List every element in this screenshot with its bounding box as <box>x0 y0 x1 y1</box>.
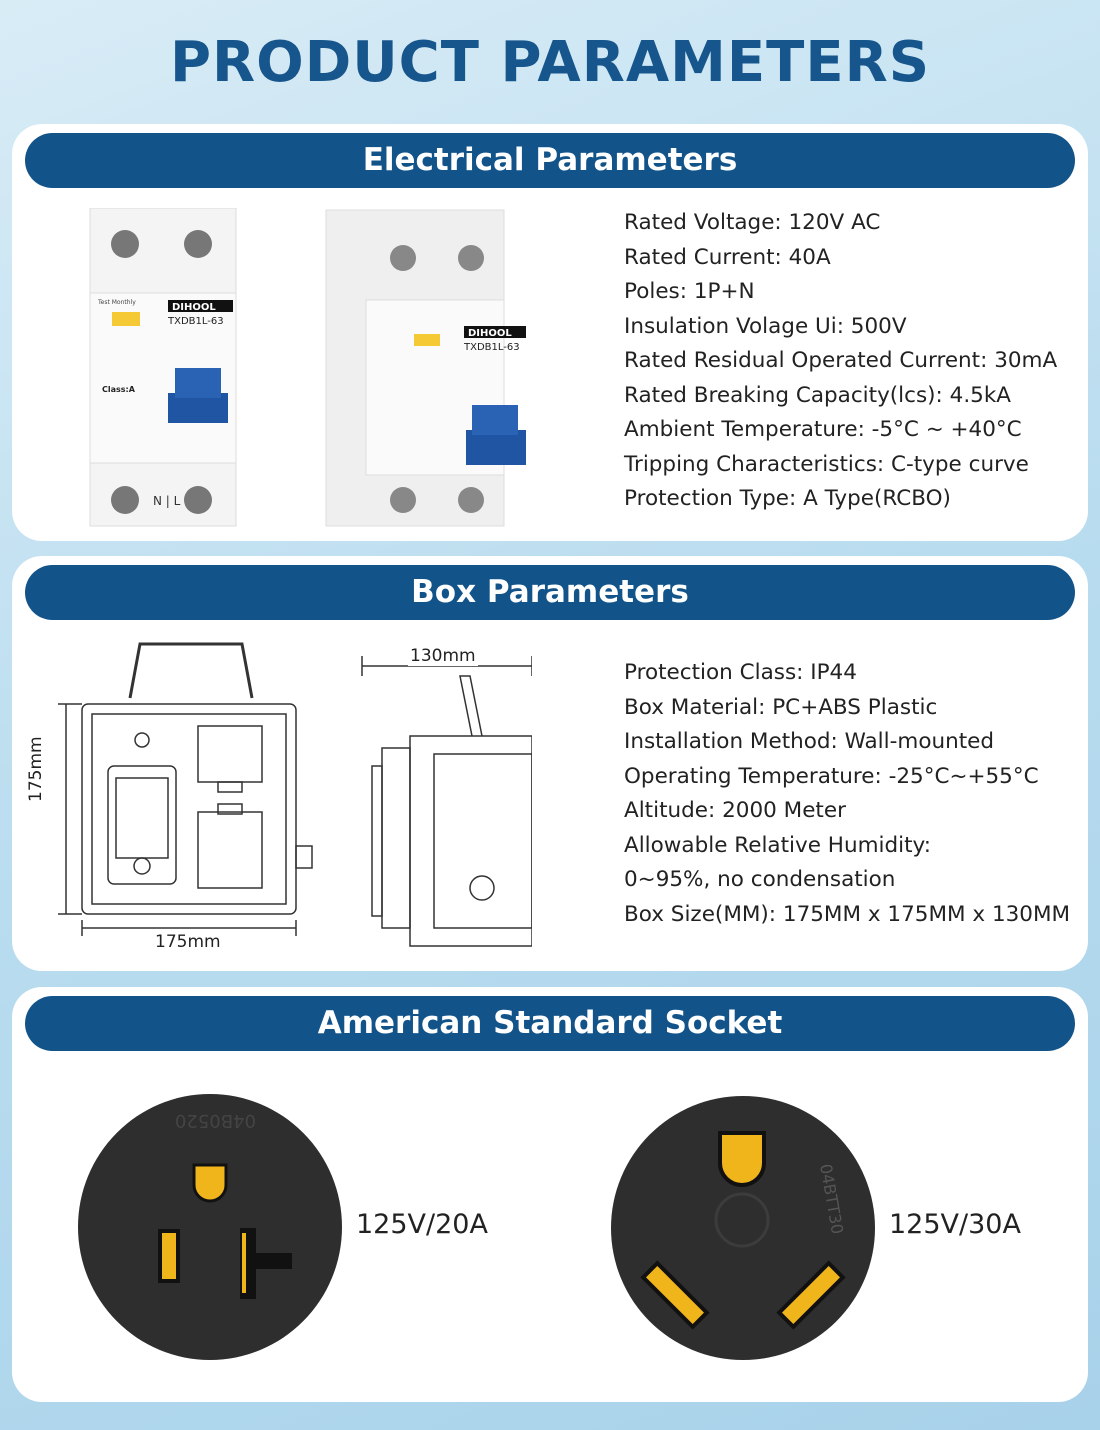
spec-item: Allowable Relative Humidity: <box>624 832 931 858</box>
spec-item: Rated Voltage: 120V AC <box>624 210 881 235</box>
spec-item: Box Material: PC+ABS Plastic <box>624 694 938 720</box>
box-heading: Box Parameters <box>25 565 1075 620</box>
box-drawings <box>42 636 532 956</box>
svg-text:TXDB1L-63: TXDB1L-63 <box>168 316 224 327</box>
spec-item: Protection Type: A Type(RCBO) <box>624 486 951 511</box>
svg-text:04B0520: 04B0520 <box>174 1110 256 1131</box>
svg-text:Class:A: Class:A <box>102 385 135 394</box>
socket-20a <box>76 1093 346 1363</box>
socket-card <box>12 987 1088 1402</box>
spec-item: Rated Breaking Capacity(lcs): 4.5kA <box>624 382 1011 408</box>
spec-item: 0~95%, no condensation <box>624 867 896 892</box>
svg-text:N | L: N | L <box>153 494 181 508</box>
width-dimension: 175mm <box>155 932 221 952</box>
page-title: PRODUCT PARAMETERS <box>169 30 931 95</box>
breaker-images <box>88 208 528 528</box>
spec-item: Insulation Volage Ui: 500V <box>624 313 907 339</box>
spec-item: Altitude: 2000 Meter <box>624 798 846 823</box>
spec-item: Protection Class: IP44 <box>624 660 857 685</box>
spec-item: Operating Temperature: -25°C~+55°C <box>624 763 1039 789</box>
electrical-card <box>12 124 1088 541</box>
socket-heading: American Standard Socket <box>25 996 1075 1051</box>
box-side-view <box>362 656 532 946</box>
socket-30a-label: 125V/30A <box>889 1209 1021 1240</box>
height-dimension: 175mm <box>26 736 46 802</box>
socket-30a <box>610 1095 876 1361</box>
svg-text:TXDB1L-63: TXDB1L-63 <box>464 342 520 353</box>
depth-dimension: 130mm <box>410 646 476 666</box>
spec-item: Ambient Temperature: -5°C ~ +40°C <box>624 417 1022 442</box>
electrical-heading: Electrical Parameters <box>25 133 1075 188</box>
svg-text:04BTT30: 04BTT30 <box>816 1162 848 1236</box>
spec-item: Poles: 1P+N <box>624 279 755 304</box>
electrical-specs <box>624 206 1057 517</box>
spec-item: Rated Current: 40A <box>624 244 831 270</box>
socket-20a-label: 125V/20A <box>356 1209 488 1240</box>
box-specs <box>624 656 1070 932</box>
svg-text:DIHOOL: DIHOOL <box>172 302 216 313</box>
spec-item: Rated Residual Operated Current: 30mA <box>624 348 1058 373</box>
box-front-view <box>58 644 312 936</box>
box-card <box>12 556 1088 971</box>
spec-item: Installation Method: Wall-mounted <box>624 729 995 754</box>
breaker-angle <box>326 210 526 526</box>
spec-item: Box Size(MM): 175MM x 175MM x 130MM <box>624 901 1071 927</box>
svg-text:Test Monthly: Test Monthly <box>98 299 136 306</box>
svg-text:DIHOOL: DIHOOL <box>468 328 512 339</box>
breaker-front <box>90 208 236 526</box>
spec-item: Tripping Characteristics: C-type curve <box>624 451 1029 477</box>
